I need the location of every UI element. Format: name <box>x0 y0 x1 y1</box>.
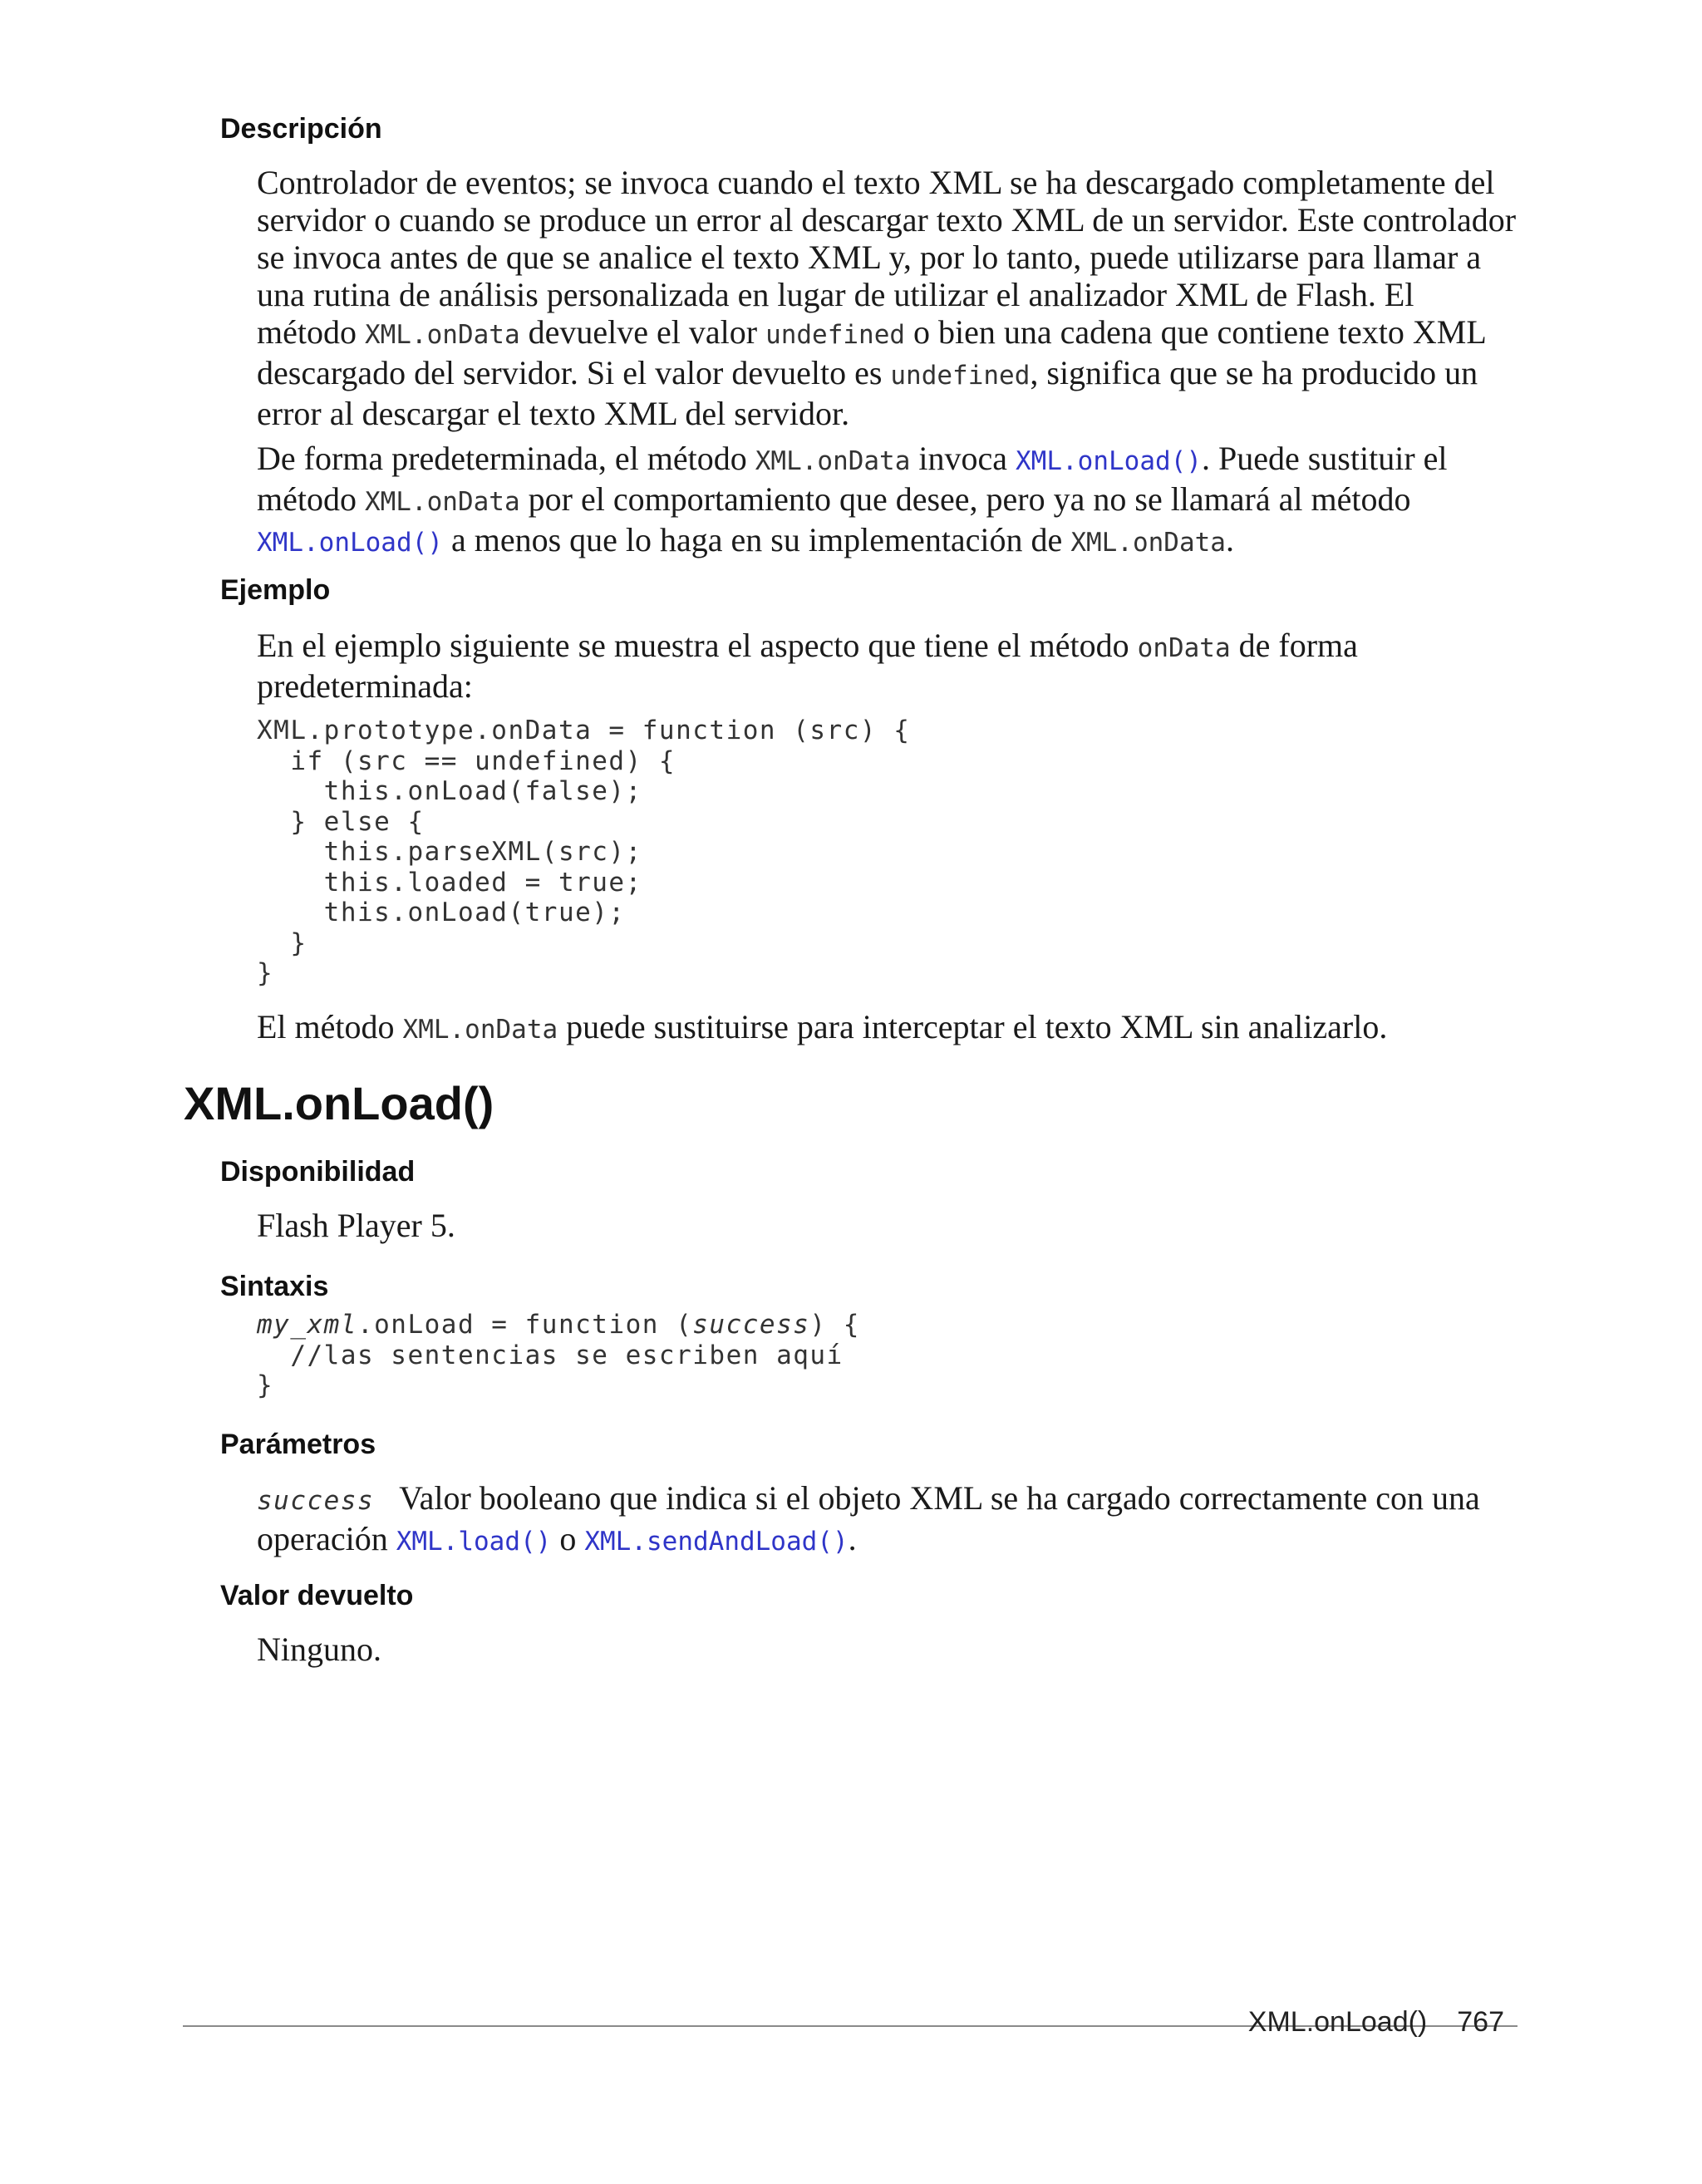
link-xml-load[interactable]: XML.load() <box>396 1527 552 1557</box>
ejemplo-code-block: XML.prototype.onData = function (src) { if (src == undefined) { this.onLoad(false); } else { this.parseXML(src); this.loaded = true; this.onLoad(true); } } <box>257 716 911 988</box>
code-xml-ondata: XML.onData <box>364 320 520 350</box>
code-argument: success <box>692 1310 810 1340</box>
text-run: de forma predeterminada: <box>257 627 1358 705</box>
text-run: . <box>848 1520 857 1557</box>
ejemplo-intro-paragraph <box>257 627 1520 705</box>
text-run: devuelve el valor <box>519 313 766 351</box>
text-run: Valor booleano que indica si el objeto XML se ha cargado correctamente con una operación <box>257 1479 1480 1557</box>
text-run: a menos que lo haga en su implementación de <box>442 521 1071 558</box>
code-undefined: undefined <box>765 320 906 350</box>
param-name: success <box>257 1486 375 1516</box>
code-xml-ondata: XML.onData <box>402 1015 558 1045</box>
parametros-body <box>257 1479 1520 1561</box>
disponibilidad-text: Flash Player 5. <box>257 1207 455 1244</box>
link-xml-onload[interactable]: XML.onLoad() <box>1016 446 1202 476</box>
text-run: . <box>1225 521 1234 558</box>
text-run: . Puede sustituir el método <box>257 440 1448 518</box>
ejemplo-heading: Ejemplo <box>220 574 331 606</box>
code-xml-ondata: XML.onData <box>364 487 520 517</box>
sintaxis-heading: Sintaxis <box>220 1271 329 1302</box>
footer-section-name: XML.onLoad() <box>1247 2006 1428 2038</box>
ejemplo-intro <box>257 627 1520 705</box>
text-run: El método <box>257 1008 403 1045</box>
code-run: ) { <box>809 1310 860 1340</box>
text-run: o <box>551 1520 585 1557</box>
code-line: //las sentencias se escriben aquí <box>257 1340 844 1370</box>
code-ondata: onData <box>1137 633 1231 663</box>
disponibilidad-heading: Disponibilidad <box>220 1156 416 1188</box>
code-run: .onLoad = function ( <box>357 1310 693 1340</box>
ejemplo-after-paragraph <box>257 1008 1520 1049</box>
code-undefined: undefined <box>890 361 1031 391</box>
code-xml-ondata: XML.onData <box>755 446 911 476</box>
page-number: 767 <box>1457 2006 1504 2038</box>
text-run: puede sustituirse para interceptar el texto XML sin analizarlo. <box>558 1008 1388 1045</box>
text-run: invoca <box>910 440 1016 477</box>
section-title: XML.onLoad() <box>184 1077 494 1129</box>
code-variable: my_xml <box>257 1310 357 1340</box>
descripcion-body-2 <box>257 440 1520 562</box>
text-run: De forma predeterminada, el método <box>257 440 755 477</box>
link-xml-sendandload[interactable]: XML.sendAndLoad() <box>584 1527 849 1557</box>
parametros-heading: Parámetros <box>220 1429 376 1460</box>
text-run: En el ejemplo siguiente se muestra el aspecto que tiene el método <box>257 627 1138 664</box>
descripcion-body <box>257 164 1520 432</box>
page-footer <box>1248 2006 1504 2039</box>
sintaxis-code-block <box>257 1310 860 1401</box>
text-run: o bien una cadena que contiene texto XML descargado del servidor. Si el valor devuelto es <box>257 313 1486 391</box>
text-run: Controlador de eventos; se invoca cuando el texto XML se ha descargado completamente del servidor o cuando se produce un error al descargar texto XML de un servidor. Este controlador se invoca antes de que se analice el texto XML y, por lo tanto, puede utilizarse para llamar a una rutina de análisis personalizada en lugar de utilizar el analizador XML de Flash. El método <box>257 164 1517 351</box>
descripcion-paragraph-2 <box>257 440 1520 562</box>
text-run: por el comportamiento que desee, pero ya no se llamará al método <box>519 480 1411 518</box>
descripcion-heading: Descripción <box>220 113 382 145</box>
valor-devuelto-heading: Valor devuelto <box>220 1580 414 1611</box>
code-line <box>257 1310 860 1340</box>
text-run: , significa que se ha producido un error al descargar el texto XML del servidor. <box>257 354 1478 432</box>
code-line: } <box>257 1370 274 1400</box>
code-xml-ondata: XML.onData <box>1070 528 1226 558</box>
valor-devuelto-text: Ninguno. <box>257 1631 381 1668</box>
link-xml-onload[interactable]: XML.onLoad() <box>257 528 443 558</box>
descripcion-paragraph-1 <box>257 164 1520 432</box>
ejemplo-after <box>257 1008 1520 1049</box>
param-success <box>257 1479 1520 1561</box>
